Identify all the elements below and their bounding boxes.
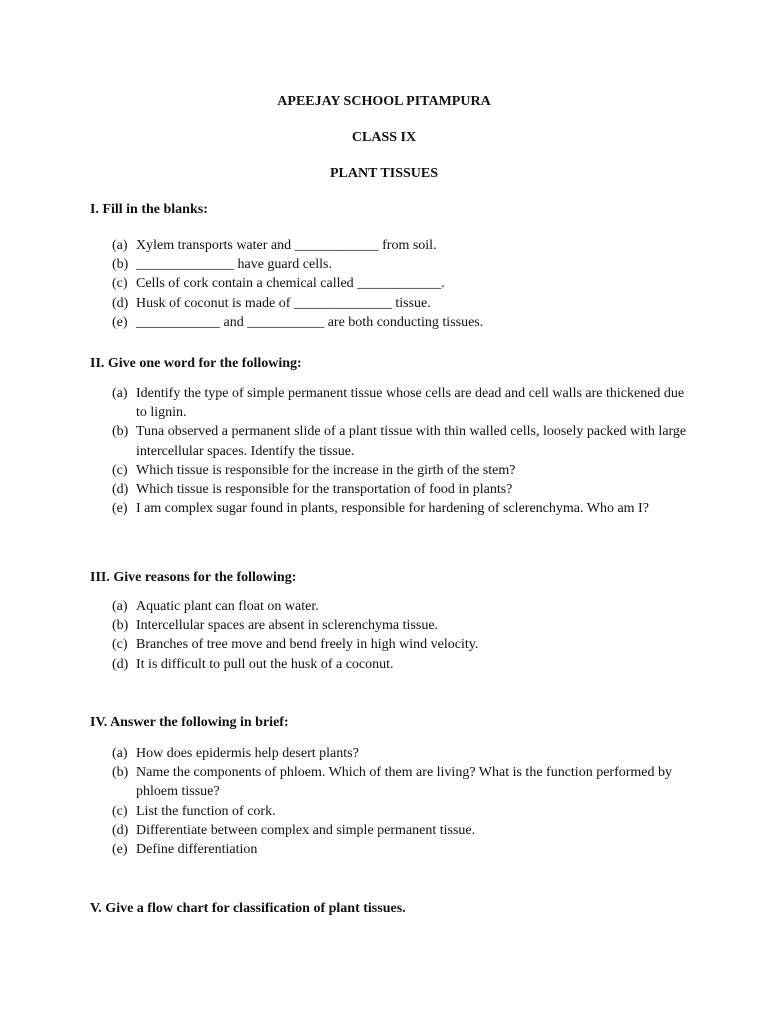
item-marker: (c) [112,276,128,292]
item-text: How does epidermis help desert plants? [136,746,359,761]
item-marker: (d) [112,295,129,311]
list-item [112,763,692,801]
class-title: CLASS IX [351,130,417,145]
item-marker: (c) [112,803,128,819]
item-marker: (d) [112,482,129,498]
list-item [112,821,692,840]
list-item [112,635,692,654]
item-marker: (a) [112,746,128,761]
fill-blanks-list [112,236,692,332]
item-text: Aquatic plant can float on water. [136,599,319,614]
item-text: Which tissue is responsible for the transportation of food in plants? [136,482,513,498]
item-marker: (a) [112,599,128,614]
list-item [112,744,692,763]
list-item [112,274,692,293]
item-text: ______________ have guard cells. [136,257,332,273]
item-marker: (b) [112,765,129,781]
item-text: Define differentiation [136,842,258,858]
item-text: List the function of cork. [136,803,276,819]
item-marker: (e) [112,842,128,858]
one-word-list [112,384,692,518]
list-item [112,499,692,518]
item-text: Differentiate between complex and simple permanent tissue. [136,822,476,838]
list-item [112,597,692,616]
list-item [112,480,692,499]
item-marker: (d) [112,822,129,838]
item-text: Cells of cork contain a chemical called ____________. [136,276,445,292]
item-marker: (a) [112,238,128,253]
worksheet-title: PLANT TISSUES [329,166,439,181]
list-item [112,422,692,460]
item-marker: (d) [112,656,129,672]
list-item [112,461,692,480]
item-marker: (c) [112,637,128,653]
item-text: Identify the type of simple permanent tissue whose cells are dead and cell walls are thickened due to lignin. [136,386,685,421]
school-name: APEEJAY SCHOOL PITAMPURA [277,94,491,109]
item-marker: (e) [112,501,128,517]
item-marker: (a) [112,386,128,401]
item-text: Tuna observed a permanent slide of a plant tissue with thin walled cells, loosely packed with large intercellular spaces. Identify the tissue. [136,424,687,459]
list-item [112,840,692,859]
item-text: Branches of tree move and bend freely in high wind velocity. [136,637,479,653]
item-text: I am complex sugar found in plants, responsible for hardening of sclerenchyma. Who am I? [136,501,649,517]
list-item [112,294,692,313]
section-heading-one-word: II. Give one word for the following: [90,356,302,371]
item-text: It is difficult to pull out the husk of a coconut. [136,656,394,672]
list-item [112,313,692,332]
item-marker: (b) [112,618,129,634]
section-heading-flow-chart: V. Give a flow chart for classification of plant tissues. [90,901,406,916]
brief-list [112,744,692,859]
item-text: Intercellular spaces are absent in sclerenchyma tissue. [136,618,439,634]
section-heading-reasons: III. Give reasons for the following: [90,570,297,585]
item-text: Name the components of phloem. Which of them are living? What is the function performed by phloem tissue? [136,765,672,800]
item-marker: (b) [112,424,129,440]
section-heading-brief: IV. Answer the following in brief: [90,715,289,730]
list-item [112,384,692,422]
list-item [112,236,692,255]
reasons-list [112,597,692,674]
list-item [112,616,692,635]
list-item [112,655,692,674]
item-text: ____________ and ___________ are both conducting tissues. [136,314,484,330]
list-item [112,255,692,274]
list-item [112,802,692,821]
item-marker: (b) [112,257,129,273]
item-text: Which tissue is responsible for the increase in the girth of the stem? [136,462,516,478]
item-marker: (e) [112,314,128,330]
item-text: Husk of coconut is made of ______________ tissue. [136,295,431,311]
item-marker: (c) [112,462,128,478]
item-text: Xylem transports water and ____________ from soil. [136,238,437,253]
section-heading-fill-blanks: I. Fill in the blanks: [90,202,208,217]
